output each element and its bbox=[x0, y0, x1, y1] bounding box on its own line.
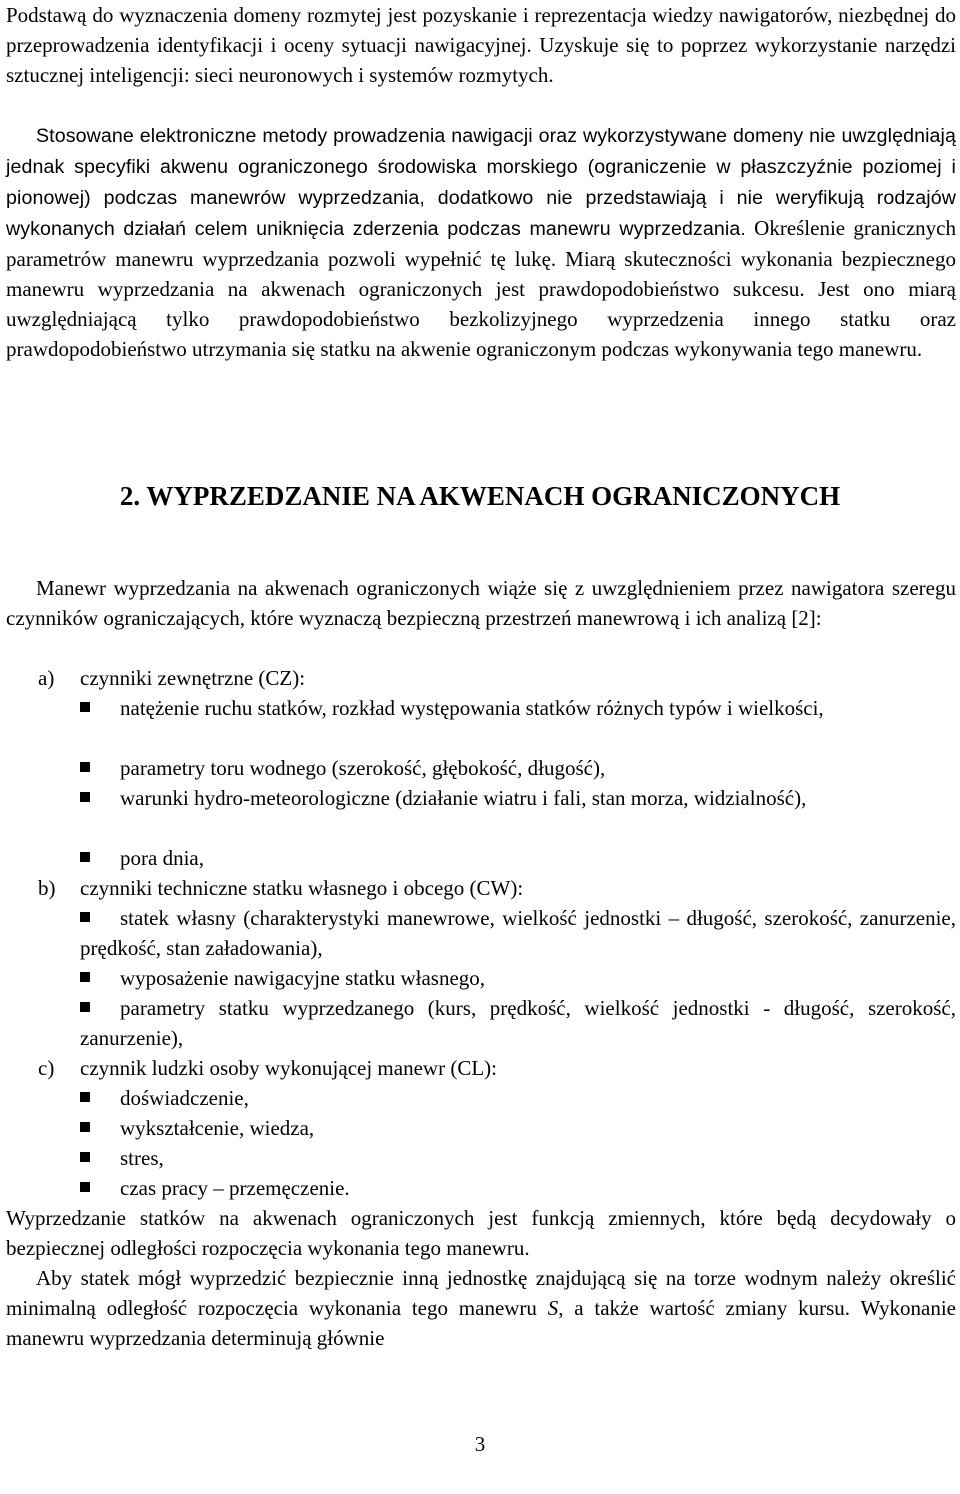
paragraph-1-text: Podstawą do wyznaczenia domeny rozmytej jest pozyskanie i reprezentacja wiedzy nawigatorów, niezbędnej do przeprowadzenia identyfikacji i oceny sytuacji nawigacyjnej. Uzyskuje się to poprzez wykorzystanie narzędzi sztucznej inteligencji: sieci neuronowych i systemów rozmytych. bbox=[6, 3, 956, 87]
list-item: natężenie ruchu statków, rozkład występowania statków różnych typów i wielkości, bbox=[120, 696, 824, 720]
bullet-square-icon bbox=[80, 1182, 90, 1192]
paragraph-4-text-a: Aby statek mógł wyprzedzić bezpiecznie inną jednostkę znajdującą się na torze wodnym należy określić minimalną odległość rozpoczęcia wykonania tego manewru bbox=[6, 1266, 956, 1320]
bullet-square-icon bbox=[80, 1122, 90, 1132]
list-item: czas pracy – przemęczenie. bbox=[120, 1176, 350, 1200]
paragraph-2-sans-text: Stosowane elektroniczne metody prowadzenia nawigacji oraz wykorzystywane domeny nie uwzględniają jednak specyfiki akwenu ograniczonego środowiska morskiego (ograniczenie w płaszczyźnie poziomej i pionowej) podczas manewrów wyprzedzania, dodatkowo nie przedstawiają i nie weryfikują rodzajów wykonanych działań celem uniknięcia zderzenia podczas manewru wyprzedzania. bbox=[6, 125, 956, 240]
distance-variable: S bbox=[547, 1296, 559, 1320]
list-item: parametry toru wodnego (szerokość, głębokość, długość), bbox=[120, 756, 606, 780]
list-item: wykształcenie, wiedza, bbox=[120, 1116, 315, 1140]
list-item: wyposażenie nawigacyjne statku własnego, bbox=[120, 966, 486, 990]
list-item: doświadczenie, bbox=[120, 1086, 249, 1110]
page-number: 3 bbox=[474, 1432, 486, 1456]
list-item: warunki hydro-meteorologiczne (działanie wiatru i fali, stan morza, widzialność), bbox=[120, 786, 807, 810]
list-group-c-label: czynnik ludzki osoby wykonującej manewr (CL): bbox=[80, 1056, 497, 1080]
bullet-square-icon bbox=[80, 1092, 90, 1102]
list-intro-text: Manewr wyprzedzania na akwenach ograniczonych wiąże się z uwzględnieniem przez nawigatora szeregu czynników ograniczających, które wyznaczą bezpieczną przestrzeń manewrową i ich analizą [2]: bbox=[6, 576, 956, 630]
paragraph-3-text: Wyprzedzanie statków na akwenach ograniczonych jest funkcją zmiennych, które będą decydowały o bezpiecznej odległości rozpoczęcia wykonania tego manewru. bbox=[6, 1206, 956, 1260]
paragraph-intro-knowledge bbox=[6, 0, 956, 90]
paragraph-minimum-distance bbox=[6, 1263, 956, 1353]
list-letter-b: b) bbox=[38, 876, 56, 900]
list-item: statek własny (charakterystyki manewrowe, wielkość jednostki – długość, szerokość, zanurzenie, prędkość, stan załadowania), bbox=[80, 906, 956, 960]
list-item: stres, bbox=[120, 1146, 164, 1170]
paragraph-2-serif-text: Określenie granicznych parametrów manewru wyprzedzania pozwoli wypełnić tę lukę. Miarą skuteczności wykonania bezpiecznego manewru wyprzedzania na akwenach ograniczonych jest prawdopodobieństwo sukcesu. Jest ono miarą uwzględniającą tylko prawdopodobieństwo bezkolizyjnego wyprzedzenia innego statku oraz prawdopodobieństwo utrzymania się statku na akwenie ograniczonym podczas wykonywania tego manewru. bbox=[6, 216, 957, 361]
bullet-square-icon bbox=[80, 762, 90, 772]
paragraph-4-text-b: , a także wartość zmiany kursu. Wykonanie manewru wyprzedzania determinują głównie bbox=[6, 1296, 957, 1350]
paragraph-list-intro bbox=[6, 573, 956, 633]
list-item: pora dnia, bbox=[120, 846, 204, 870]
list-group-a-label: czynniki zewnętrzne (CZ): bbox=[80, 666, 306, 690]
list-group-b-label: czynniki techniczne statku własnego i obcego (CW): bbox=[80, 876, 524, 900]
bullet-square-icon bbox=[80, 972, 90, 982]
list-letter-a: a) bbox=[38, 666, 55, 690]
paragraph-function bbox=[6, 1203, 956, 1263]
list-letter-c: c) bbox=[38, 1056, 55, 1080]
bullet-square-icon bbox=[80, 852, 90, 862]
bullet-square-icon bbox=[80, 1152, 90, 1162]
list-item: parametry statku wyprzedzanego (kurs, prędkość, wielkość jednostki - długość, szerokość, zanurzenie), bbox=[80, 996, 956, 1050]
section-heading: 2. WYPRZEDZANIE NA AKWENACH OGRANICZONYCH bbox=[119, 481, 841, 511]
paragraph-methods bbox=[6, 120, 956, 364]
